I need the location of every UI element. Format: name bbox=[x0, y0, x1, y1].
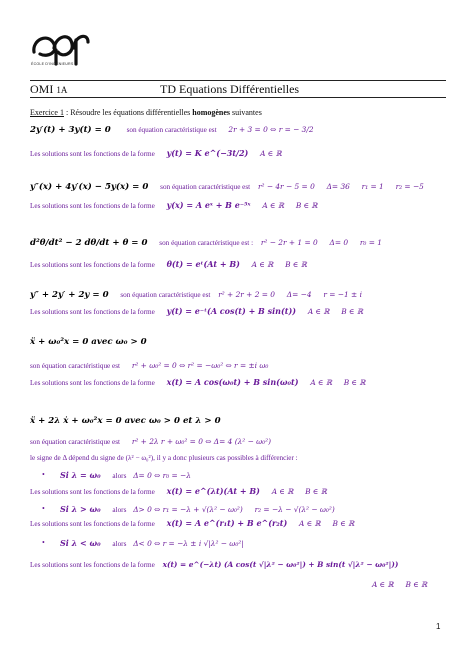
page-number: 1 bbox=[436, 622, 441, 631]
eq4-line: y″ + 2y′ + 2y = 0 son équation caractéristique est r² + 2r + 2 = 0 Δ= −4 r = −1 ± i bbox=[30, 290, 362, 300]
eq6-char-line: son équation caractéristique est r² + 2λ r + ω₀² = 0 ⇔ Δ= 4 (λ² − ω₀²) bbox=[30, 437, 271, 446]
eq5-line bbox=[30, 337, 147, 347]
eq6-line bbox=[30, 416, 221, 426]
bullet-icon: • bbox=[42, 538, 45, 547]
eq1-equation: 2y′(t) + 3y(t) = 0 bbox=[30, 125, 111, 135]
document-header bbox=[30, 80, 446, 98]
eq5-equation: ẍ + ω₀²x = 0 avec ω₀ > 0 bbox=[30, 337, 147, 347]
exercise-1-intro: Exercice 1 : Résoudre les équations différentielles homogènes suivantes bbox=[30, 108, 262, 117]
eq2-solution: Les solutions sont les fonctions de la forme y(x) = A eˣ + B e⁻⁵ˣ A ∈ ℝ B ∈ ℝ bbox=[30, 200, 318, 210]
eq1-line: 2y′(t) + 3y(t) = 0 son équation caractéristique est 2r + 3 = 0 ⇔ r = − 3/2 bbox=[30, 125, 314, 135]
eq1-solution: Les solutions sont les fonctions de la forme y(t) = K e^(−3t/2) A ∈ ℝ bbox=[30, 148, 282, 158]
eq4-solution: Les solutions sont les fonctions de la forme y(t) = e⁻ᵗ(A cos(t) + B sin(t)) A ∈ ℝ B ∈ ℝ bbox=[30, 306, 364, 316]
bullet-icon: • bbox=[42, 504, 45, 513]
case1-solution: Les solutions sont les fonctions de la forme x(t) = e^(λt)(At + B) A ∈ ℝ B ∈ ℝ bbox=[30, 486, 327, 496]
case2-solution: Les solutions sont les fonctions de la forme x(t) = A e^(r₁t) + B e^(r₂t) A ∈ ℝ B ∈ ℝ bbox=[30, 518, 355, 528]
course-label: OMI 1A bbox=[30, 82, 68, 96]
eq1-char: 2r + 3 = 0 ⇔ r = − 3/2 bbox=[228, 125, 314, 134]
document-title: TD Equations Différentielles bbox=[160, 82, 300, 96]
eq3-equation: d²θ/dt² − 2 dθ/dt + θ = 0 bbox=[30, 238, 148, 248]
eq3-line: d²θ/dt² − 2 dθ/dt + θ = 0 son équation caractéristique est : r² − 2r + 1 = 0 Δ= 0 r₀ = 1 bbox=[30, 238, 382, 248]
case3-solution: Les solutions sont les fonctions de la forme x(t) = e^(−λt) (A cos(t √|λ² − ω₀²|) + B sin(t √|λ² − ω₀²|)) bbox=[30, 560, 399, 569]
eq2-line: y″(x) + 4y′(x) − 5y(x) = 0 son équation caractéristique est r² − 4r − 5 = 0 Δ= 36 r₁ = 1 r₂ = −5 bbox=[30, 182, 424, 192]
case3-line: Si λ < ω₀ alors Δ< 0 ⇔ r = −λ ± i √|λ² − ω₀²| bbox=[60, 538, 244, 548]
case2-line: Si λ > ω₀ alors Δ> 0 ⇔ r₁ = −λ + √(λ² − ω₀²) r₂ = −λ − √(λ² − ω₀²) bbox=[60, 504, 335, 514]
eq6-sign-text: le signe de Δ dépend du signe de (λ² − ω₀²), il y a donc plusieurs cas possibles à différencier : bbox=[30, 454, 298, 462]
case1-line: Si λ = ω₀ alors Δ= 0 ⇔ r₀ = −λ bbox=[60, 470, 191, 480]
eq6-equation: ẍ + 2λ ẋ + ω₀²x = 0 avec ω₀ > 0 et λ > 0 bbox=[30, 416, 221, 426]
bullet-icon: • bbox=[42, 470, 45, 479]
eq3-solution: Les solutions sont les fonctions de la forme θ(t) = eᵗ(At + B) A ∈ ℝ B ∈ ℝ bbox=[30, 259, 307, 269]
eq5-char-line: son équation caractéristique est r² + ω₀² = 0 ⇔ r² = −ω₀² ⇔ r = ±i ω₀ bbox=[30, 361, 269, 370]
eq5-solution: Les solutions sont les fonctions de la forme x(t) = A cos(ω₀t) + B sin(ω₀t) A ∈ ℝ B ∈ ℝ bbox=[30, 377, 366, 387]
eq2-equation: y″(x) + 4y′(x) − 5y(x) = 0 bbox=[30, 182, 149, 192]
epf-logo bbox=[30, 22, 90, 66]
logo-caption: ÉCOLE D'INGÉNIEURS bbox=[31, 62, 74, 66]
case3-conditions: A ∈ ℝ B ∈ ℝ bbox=[372, 580, 428, 589]
eq4-equation: y″ + 2y′ + 2y = 0 bbox=[30, 290, 109, 300]
